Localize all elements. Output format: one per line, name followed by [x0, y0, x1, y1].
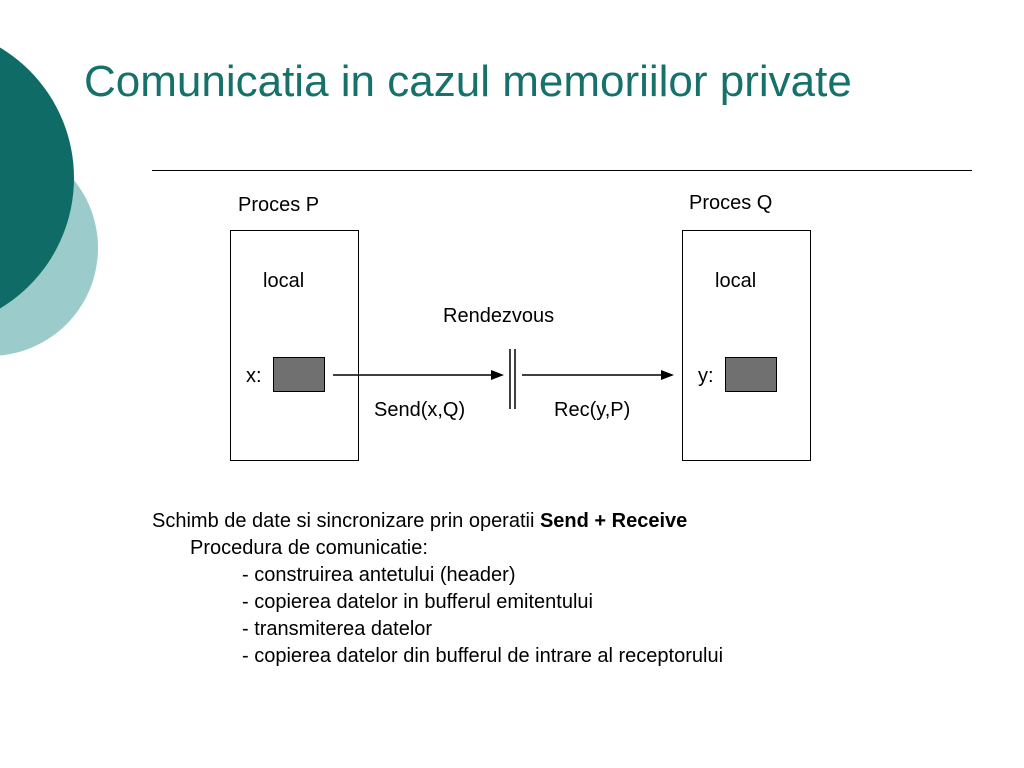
- process-p-label: Proces P: [238, 194, 320, 216]
- receive-operation-label: Rec(y,P): [554, 399, 631, 421]
- rendezvous-label: Rendezvous: [443, 305, 555, 327]
- slide-title: Comunicatia in cazul memoriilor private: [84, 57, 852, 106]
- process-q-label: Proces Q: [689, 192, 773, 214]
- description-intro: [152, 508, 972, 535]
- description-intro-text: Schimb de date si sincronizare prin operatii: [152, 510, 540, 532]
- process-q-region-label: local: [715, 270, 757, 292]
- process-p-region-label: local: [263, 270, 305, 292]
- variable-y-label: y:: [698, 365, 714, 387]
- procedure-step: - copierea datelor din bufferul de intrare al receptorului: [242, 645, 724, 667]
- variable-x-label: x:: [246, 365, 262, 387]
- description-block: [152, 508, 972, 670]
- send-operation-label: Send(x,Q): [374, 399, 466, 421]
- procedure-step: - copierea datelor in bufferul emitentului: [242, 591, 593, 613]
- procedure-step: - construirea antetului (header): [242, 564, 516, 586]
- procedure-heading: Procedura de comunicatie:: [190, 537, 428, 559]
- description-intro-bold: Send + Receive: [539, 510, 688, 532]
- procedure-step: - transmiterea datelor: [242, 618, 433, 640]
- receive-arrowhead: [661, 370, 674, 380]
- send-arrowhead: [491, 370, 504, 380]
